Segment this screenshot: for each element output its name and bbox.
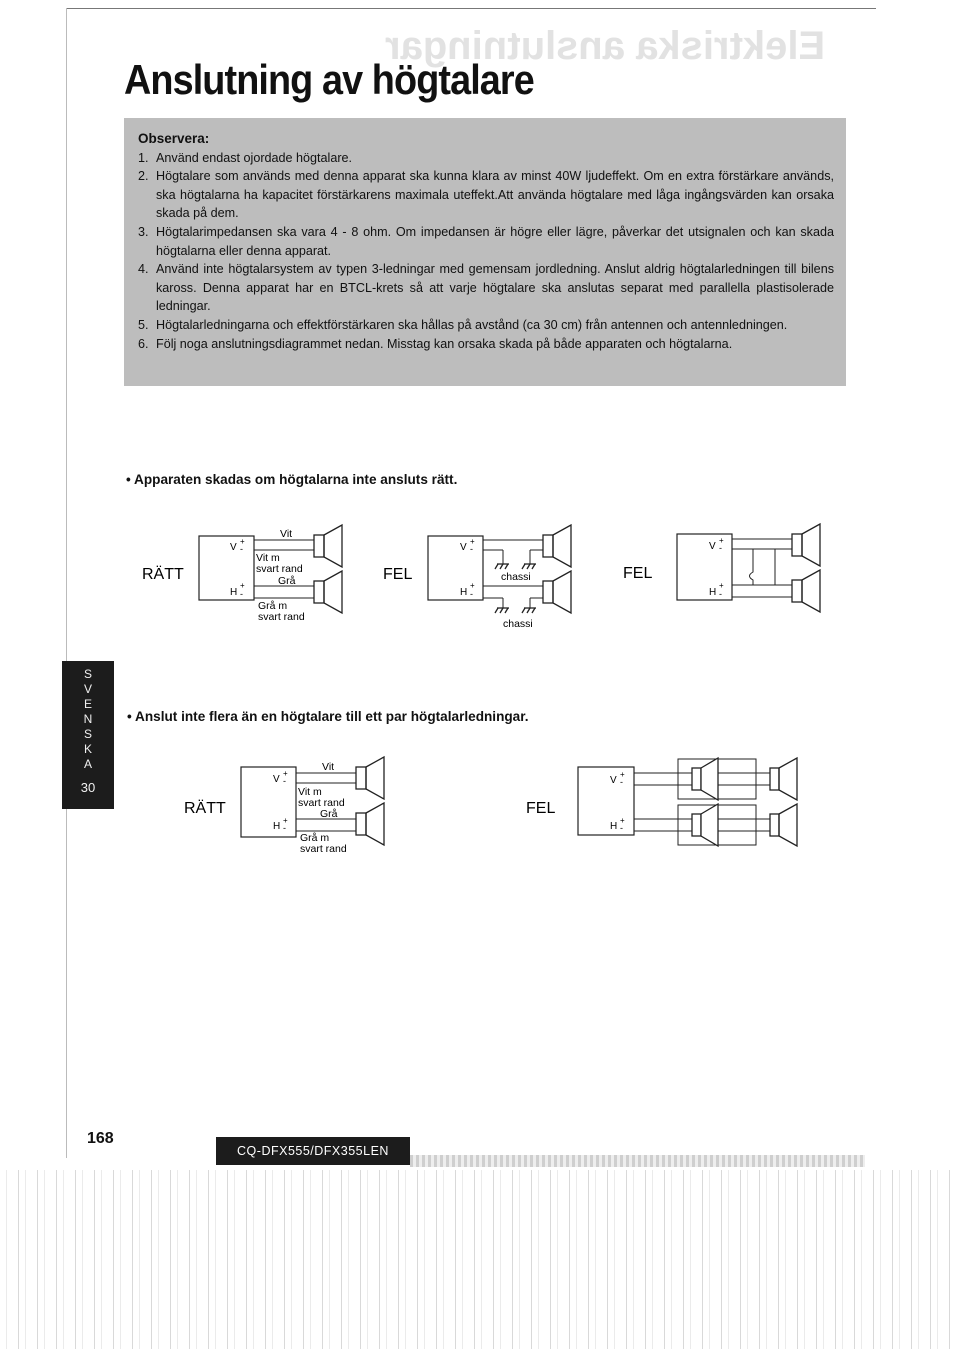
label-plus: + [240,581,245,590]
ghost-title: Elektriska anslutningar [385,24,826,68]
label-plus: + [719,581,724,590]
label-plus: + [620,816,625,825]
speaker-icon [543,525,571,567]
label-minus: - [283,776,286,786]
notes-item [138,167,834,223]
label-minus: - [620,777,623,787]
language-tab-letter: V [83,682,92,696]
label-v: V [273,774,280,785]
notes-list [138,149,834,354]
section-page-number: 30 [80,780,96,795]
speaker-icon [692,758,718,800]
model-badge: CQ-DFX555/DFX355LEN [216,1137,410,1165]
notes-item-number: 2. [138,169,149,184]
label-v: V [709,541,716,552]
diagram-correct-1 [138,520,358,630]
notes-item-number: 5. [138,317,149,332]
wire-label-gra-m: Grå m [258,600,288,612]
diagram-correct-2 [180,755,395,860]
label-plus: + [470,581,475,590]
label-plus: + [283,769,288,778]
language-tab-letter: A [83,757,92,771]
unit-box [677,534,732,600]
diagram-wrong-chassis [380,520,580,635]
label-v: V [460,542,467,553]
label-minus: - [240,589,243,599]
language-tab [62,661,114,809]
label-plus: + [719,536,724,545]
label-plus: + [283,816,288,825]
label-h: H [230,587,238,598]
wire-label-vit-m: Vit m [298,786,322,798]
label-h: H [709,587,717,598]
speaker-icon [792,570,820,612]
unit-box [199,536,254,600]
language-tab-letter: N [83,712,93,726]
label-minus: - [470,589,473,599]
page-number: 168 [87,1130,114,1147]
speaker-icon [356,803,384,845]
label-fel: FEL [623,565,653,582]
speaker-icon [314,571,342,613]
scan-artifact [0,1170,954,1349]
wire-label-svart-rand: svart rand [300,843,347,855]
label-h: H [460,587,468,598]
wire-label-gra: Grå [320,808,338,820]
language-tab-letter: E [83,697,92,711]
unit-box [578,767,634,835]
notes-item-number: 3. [138,224,149,239]
label-minus: - [719,589,722,599]
scan-artifact [410,1155,865,1167]
section1-bullet: • Apparaten skadas om högtalarna inte ansluts rätt. [126,472,458,487]
wire-label-svart-rand: svart rand [258,611,305,623]
language-tab-letter: S [83,667,92,681]
ground-icon [522,564,536,569]
diagram-wrong-shared [620,520,830,620]
section2-bullet: • Anslut inte flera än en högtalare till ett par högtalarledningar. [127,709,529,724]
language-tab-letter: S [83,727,92,741]
notes-item-text: Följ noga anslutningsdiagrammet nedan. Misstag kan orsaka skada på både apparaten och högtalarna. [156,336,733,351]
unit-box [428,536,483,600]
wire-label-vit: Vit [280,528,293,540]
label-plus: + [470,537,475,546]
speaker-icon [356,757,384,799]
speaker-icon [770,758,797,800]
chassi-label: chassi [501,571,531,583]
page-frame-left [66,8,67,1158]
speaker-icon [792,524,820,566]
notes-item-text: Högtalarledningarna och effektförstärkaren ska hållas på avstånd (ca 30 cm) från antennen och antennledningen. [156,317,788,332]
shared-wire [750,549,754,585]
notes-item-text: Använd endast ojordade högtalare. [156,150,353,165]
notes-heading: Observera: [138,131,210,146]
label-plus: + [240,537,245,546]
label-fel: FEL [526,800,556,817]
notes-item-number: 4. [138,262,149,277]
diagram-wrong-multi [522,755,812,855]
label-minus: - [470,544,473,554]
label-h: H [273,821,281,832]
label-v: V [230,542,237,553]
label-minus: - [620,823,623,833]
wire-label-gra-m: Grå m [300,832,330,844]
notes-item-number: 1. [138,150,149,165]
label-h: H [610,821,618,832]
label-v: V [610,775,617,786]
wire-label-vit: Vit [322,761,335,773]
language-tab-letter: K [83,742,92,756]
chassi-label: chassi [503,618,533,630]
wire-label-svart-rand: svart rand [256,563,303,575]
label-minus: - [283,823,286,833]
wire-label-vit-m: Vit m [256,552,280,564]
notes-item-text: Använd inte högtalarsystem av typen 3-ledningar med gemensam jordledning. Anslut aldrig högtalarledningen till bilens kaross. Denna apparat har en BTCL-krets så att varje högtalare ska anslutas separat med parallella plastisolerade ledningar. [156,262,834,314]
ground-icon [495,564,509,569]
notes-item [138,223,834,260]
notes-item-number: 6. [138,336,149,351]
speaker-icon [543,571,571,613]
notes-box [124,118,846,386]
notes-item [138,316,834,335]
speaker-icon [314,525,342,567]
label-fel: FEL [383,566,413,583]
unit-box [241,767,296,837]
wire-label-gra: Grå [278,575,296,587]
page-title: Anslutning av högtalare [124,56,534,103]
page-frame-top [66,8,876,9]
wire-label-svart-rand: svart rand [298,797,345,809]
notes-item-text: Högtalarimpedansen ska vara 4 - 8 ohm. Om impedansen är högre eller lägre, påverkar det utsignalen och kan skada högtalarna eller denna apparat. [156,224,834,258]
ground-icon [495,608,509,613]
label-plus: + [620,770,625,779]
label-ratt: RÄTT [184,800,226,817]
notes-item-text: Högtalare som används med denna apparat ska kunna klara av minst 40W ljudeffekt. Om en extra förstärkare används, ska högtalarna ha kapacitet förstärkarens maximala uteffekt.Att använda högtalare med låga ingångsvärden kan orsaka skada på dem. [156,169,834,221]
speaker-icon [692,804,718,846]
label-minus: - [719,543,722,553]
label-minus: - [240,544,243,554]
notes-item [138,335,834,354]
label-ratt: RÄTT [142,566,184,583]
ground-icon [522,608,536,613]
notes-item [138,149,834,168]
notes-item [138,260,834,316]
speaker-icon [770,804,797,846]
